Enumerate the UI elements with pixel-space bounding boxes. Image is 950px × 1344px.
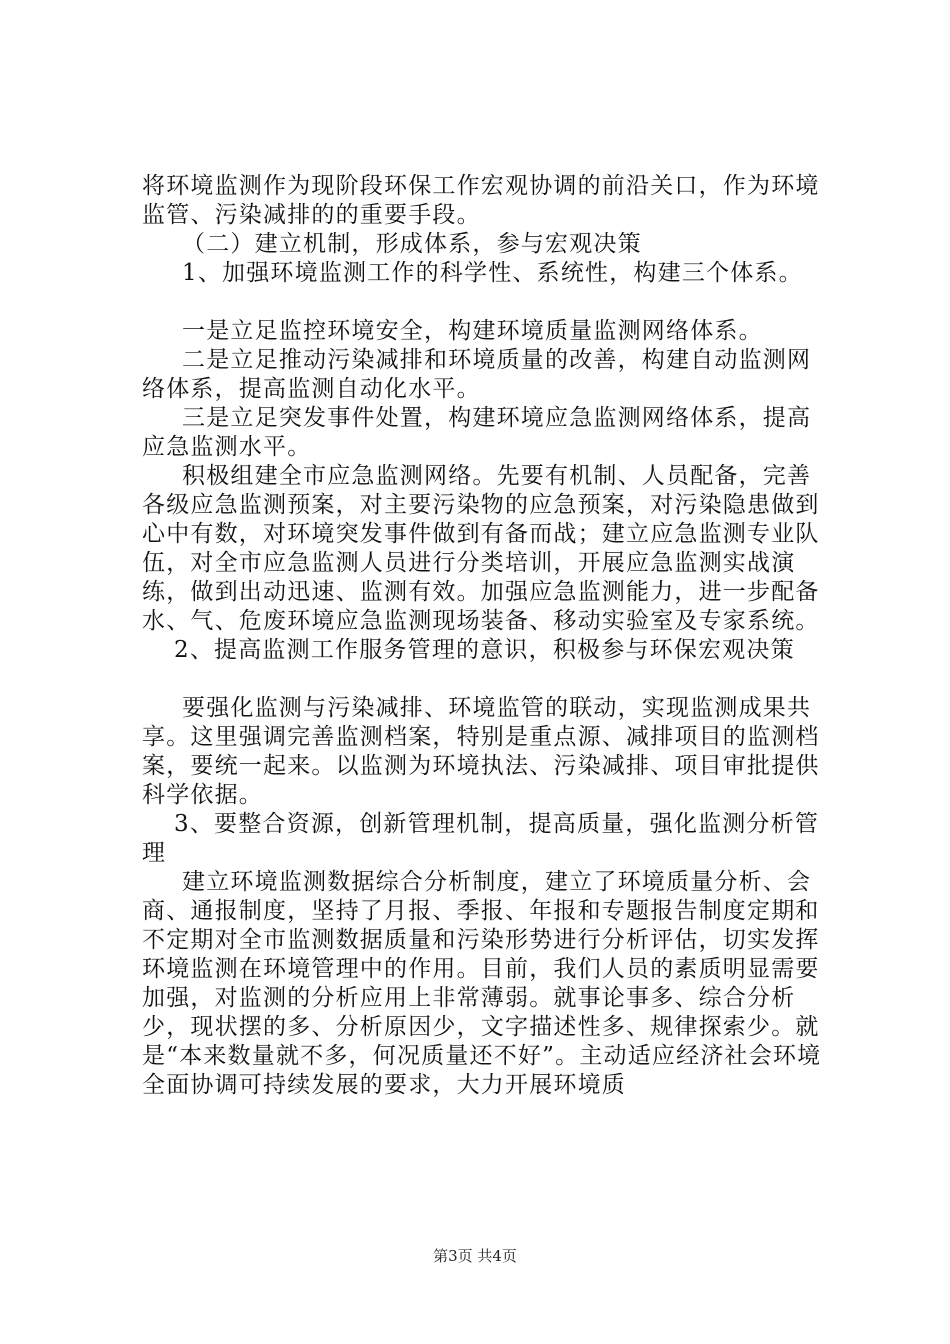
document-body (142, 172, 835, 1100)
paragraph-system-1: 一是立足监控环境安全，构建环境质量监测网络体系。 (182, 318, 763, 344)
paragraph-system-3: 三是立足突发事件处置，构建环境应急监测网络体系，提高应急监测水平。 (142, 405, 812, 460)
paragraph-emergency-network: 积极组建全市应急监测网络。先要有机制、人员配备，完善各级应急监测预案，对主要污染物的应急预案，对污染隐患做到心中有数，对环境突发事件做到有备而战；建立应急监测专业队伍，对全市应急监测人员进行分类培训，开展应急监测实战演练，做到出动迅速、监测有效。加强应急监测能力，进一步配备水、气、危废环境应急监测现场装备、移动实验室及专家系统。 (142, 463, 820, 634)
page-footer: 第3页 共4页 (433, 1247, 517, 1265)
paragraph-analysis: 建立环境监测数据综合分析制度，建立了环境质量分析、会商、通报制度，坚持了月报、季报、年报和专题报告制度定期和不定期对全市监测数据质量和污染形势进行分析评估，切实发挥环境监测在环境管理中的作用。目前，我们人员的素质明显需要加强，对监测的分析应用上非常薄弱。就事论事多、综合分析少，现状摆的多、分析原因少，文字描述性多、规律探索少。就是“本来数量就不多，何况质量还不好”。主动适应经济社会环境全面协调可持续发展的要求，大力开展环境质 (142, 869, 822, 1098)
paragraph-linkage: 要强化监测与污染减排、环境监管的联动，实现监测成果共享。这里强调完善监测档案，特别是重点源、减排项目的监测档案，要统一起来。以监测为环境执法、污染减排、项目审批提供科学依据。 (142, 695, 820, 808)
section-heading-2: （二）建立机制，形成体系，参与宏观决策 (182, 231, 642, 257)
subheading-2: 2、提高监测工作服务管理的意识，积极参与环保宏观决策 (174, 637, 795, 663)
subheading-1: 1、加强环境监测工作的科学性、系统性，构建三个体系。 (182, 260, 803, 286)
paragraph-system-2: 二是立足推动污染减排和环境质量的改善，构建自动监测网络体系，提高监测自动化水平。 (142, 347, 812, 402)
paragraph-1: 将环境监测作为现阶段环保工作宏观协调的前沿关口，作为环境监管、污染减排的的重要手段。 (142, 173, 820, 228)
subheading-3: 3、要整合资源，创新管理机制，提高质量，强化监测分析管理 (142, 811, 820, 866)
